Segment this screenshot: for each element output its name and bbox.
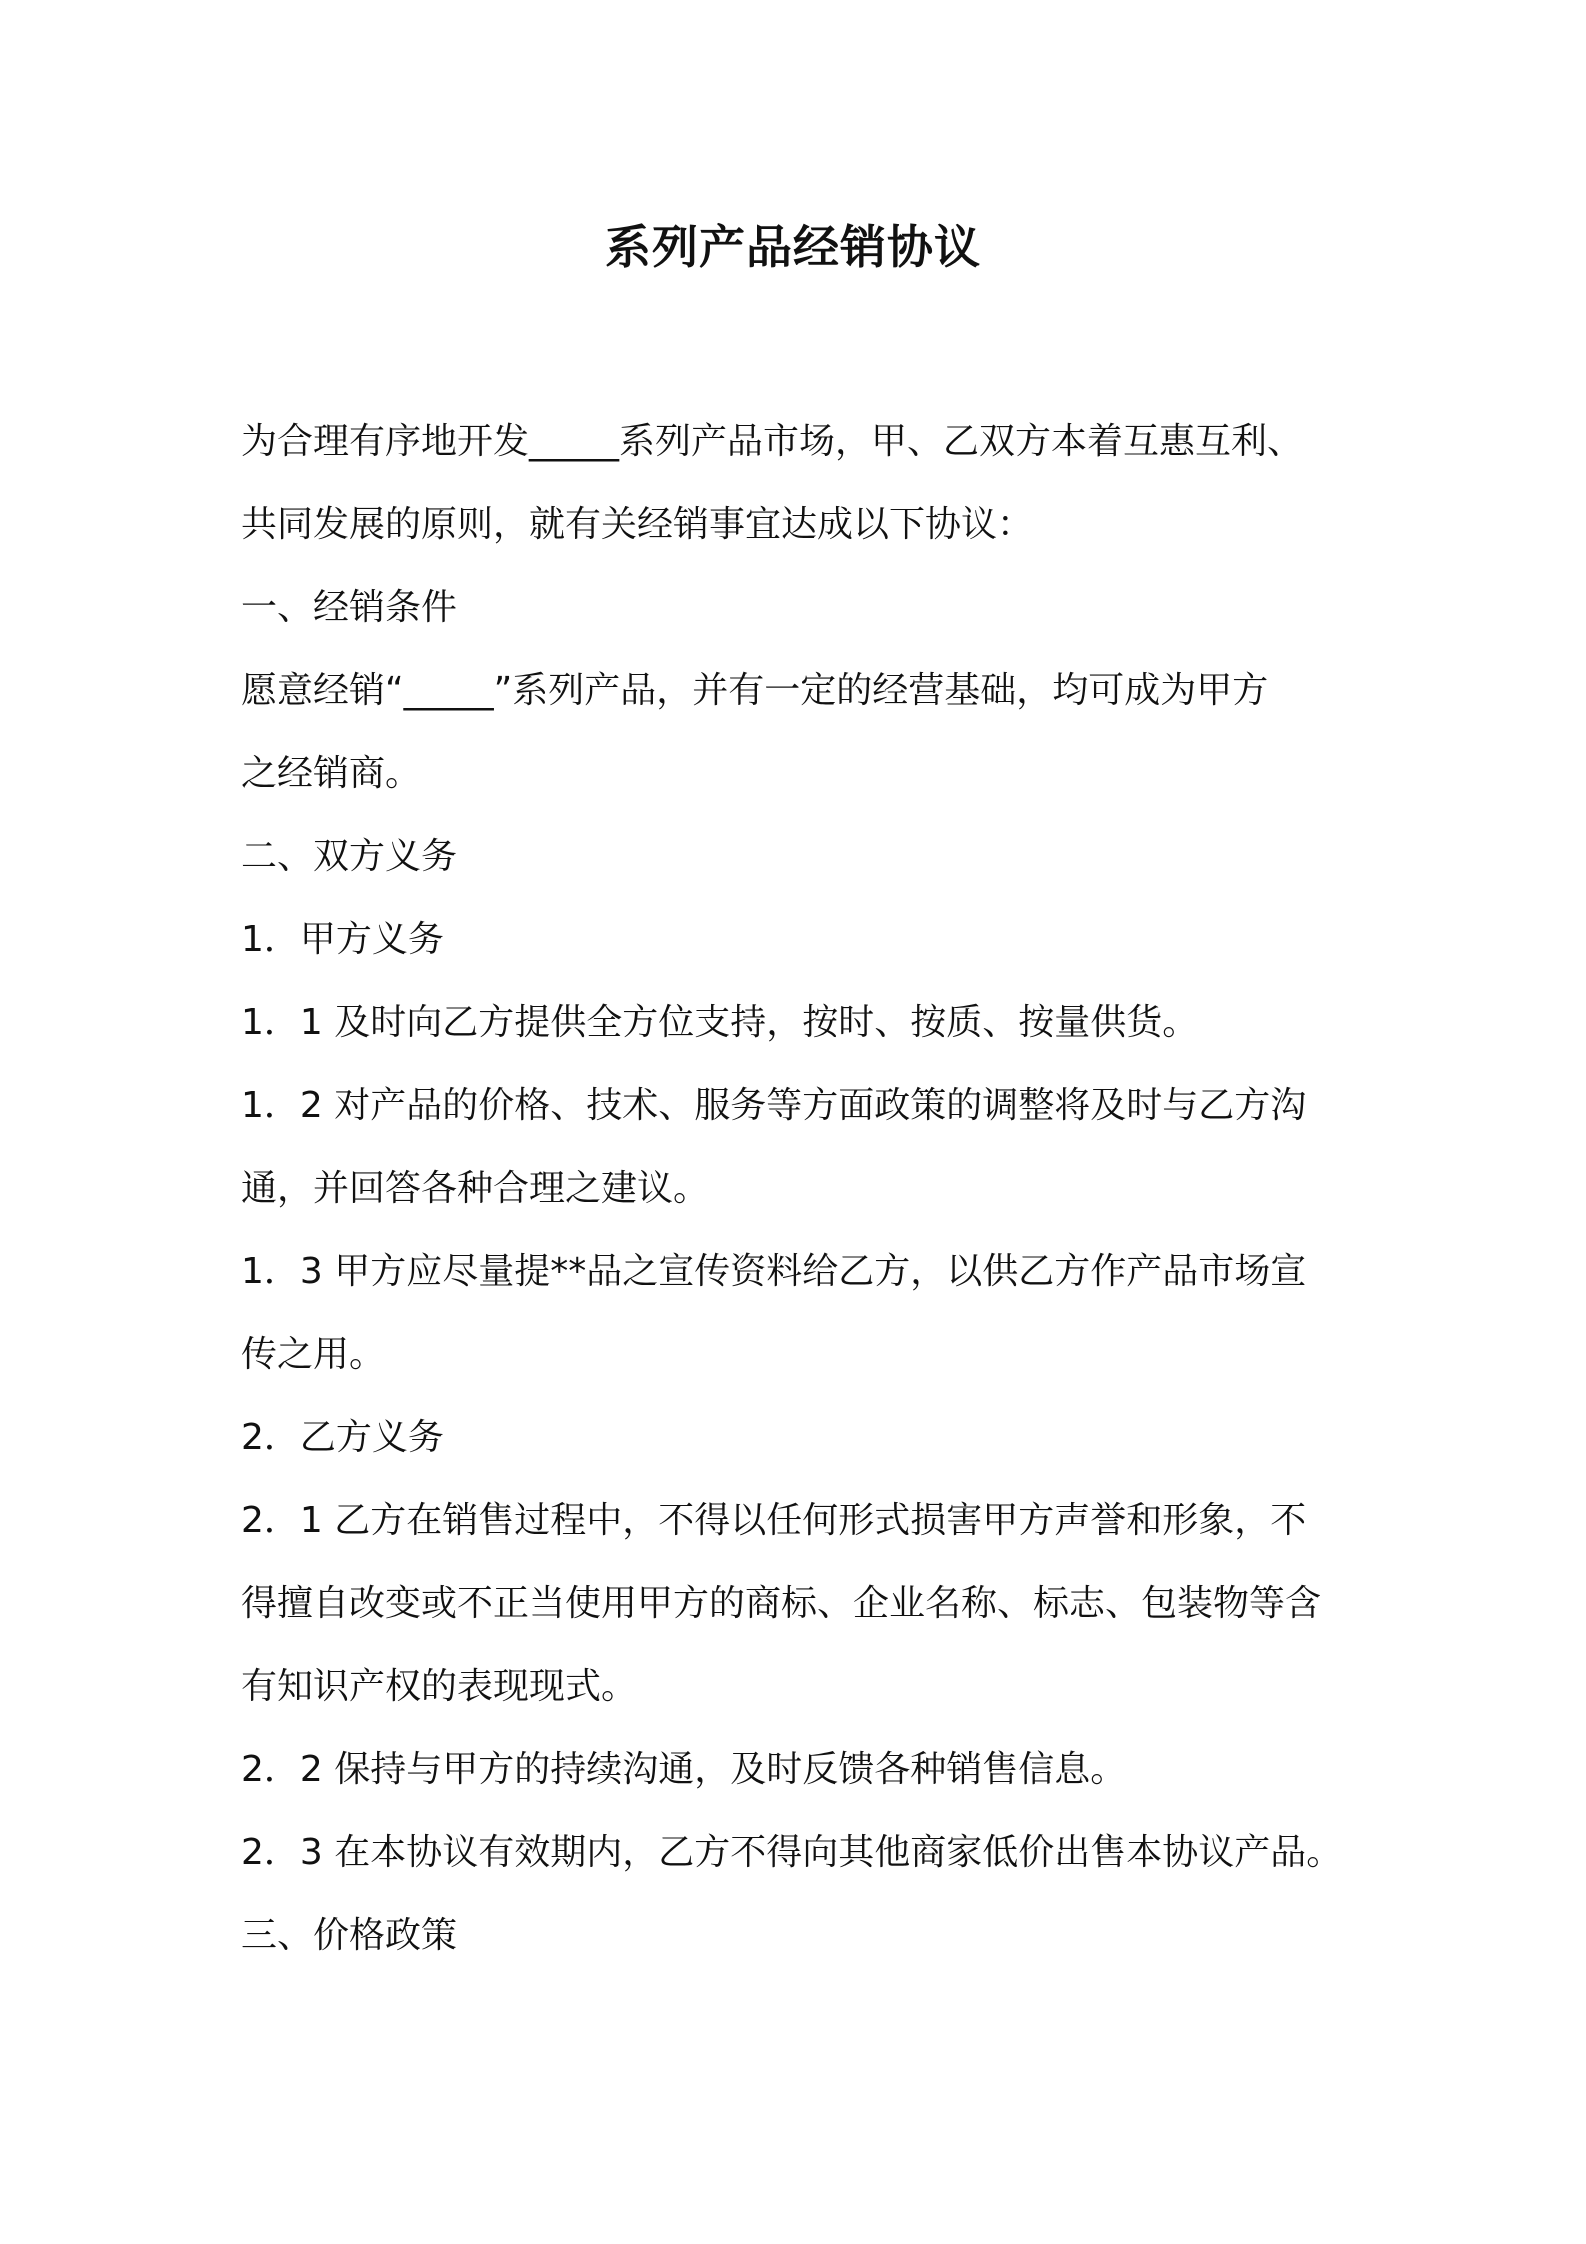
clause-line: 1．1 及时向乙方提供全方位支持，按时、按质、按量供货。	[241, 1002, 1199, 1043]
clause-line: 2．2 保持与甲方的持续沟通，及时反馈各种销售信息。	[241, 1749, 1127, 1790]
paragraph-line: 共同发展的原则，就有关经销事宜达成以下协议：	[241, 504, 1034, 545]
document-body	[241, 400, 1391, 1977]
paragraph-line: 为合理有序地开发_____系列产品市场，甲、乙双方本着互惠互利、	[241, 421, 1304, 462]
clause-line: 1．3 甲方应尽量提**品之宣传资料给乙方，以供乙方作产品市场宣	[241, 1251, 1307, 1292]
section-heading: 一、经销条件	[241, 587, 458, 628]
paragraph-line: 之经销商。	[241, 753, 422, 794]
clause-line: 2．3 在本协议有效期内，乙方不得向其他商家低价出售本协议产品。	[241, 1832, 1343, 1873]
clause-line: 有知识产权的表现现式。	[241, 1666, 638, 1707]
clause-line: 通，并回答各种合理之建议。	[241, 1168, 710, 1209]
subsection-heading: 2．乙方义务	[241, 1417, 444, 1458]
clause-line: 1．2 对产品的价格、技术、服务等方面政策的调整将及时与乙方沟	[241, 1085, 1307, 1126]
paragraph-line: 愿意经销“_____”系列产品，并有一定的经营基础，均可成为甲方	[241, 670, 1269, 711]
subsection-heading: 1．甲方义务	[241, 919, 444, 960]
section-heading: 三、价格政策	[241, 1915, 458, 1956]
section-heading: 二、双方义务	[241, 836, 458, 877]
clause-line: 传之用。	[241, 1334, 386, 1375]
clause-line: 2．1 乙方在销售过程中，不得以任何形式损害甲方声誉和形象，不	[241, 1500, 1307, 1541]
clause-line: 得擅自改变或不正当使用甲方的商标、企业名称、标志、包装物等含	[241, 1583, 1322, 1624]
document-title: 系列产品经销协议	[605, 220, 981, 274]
